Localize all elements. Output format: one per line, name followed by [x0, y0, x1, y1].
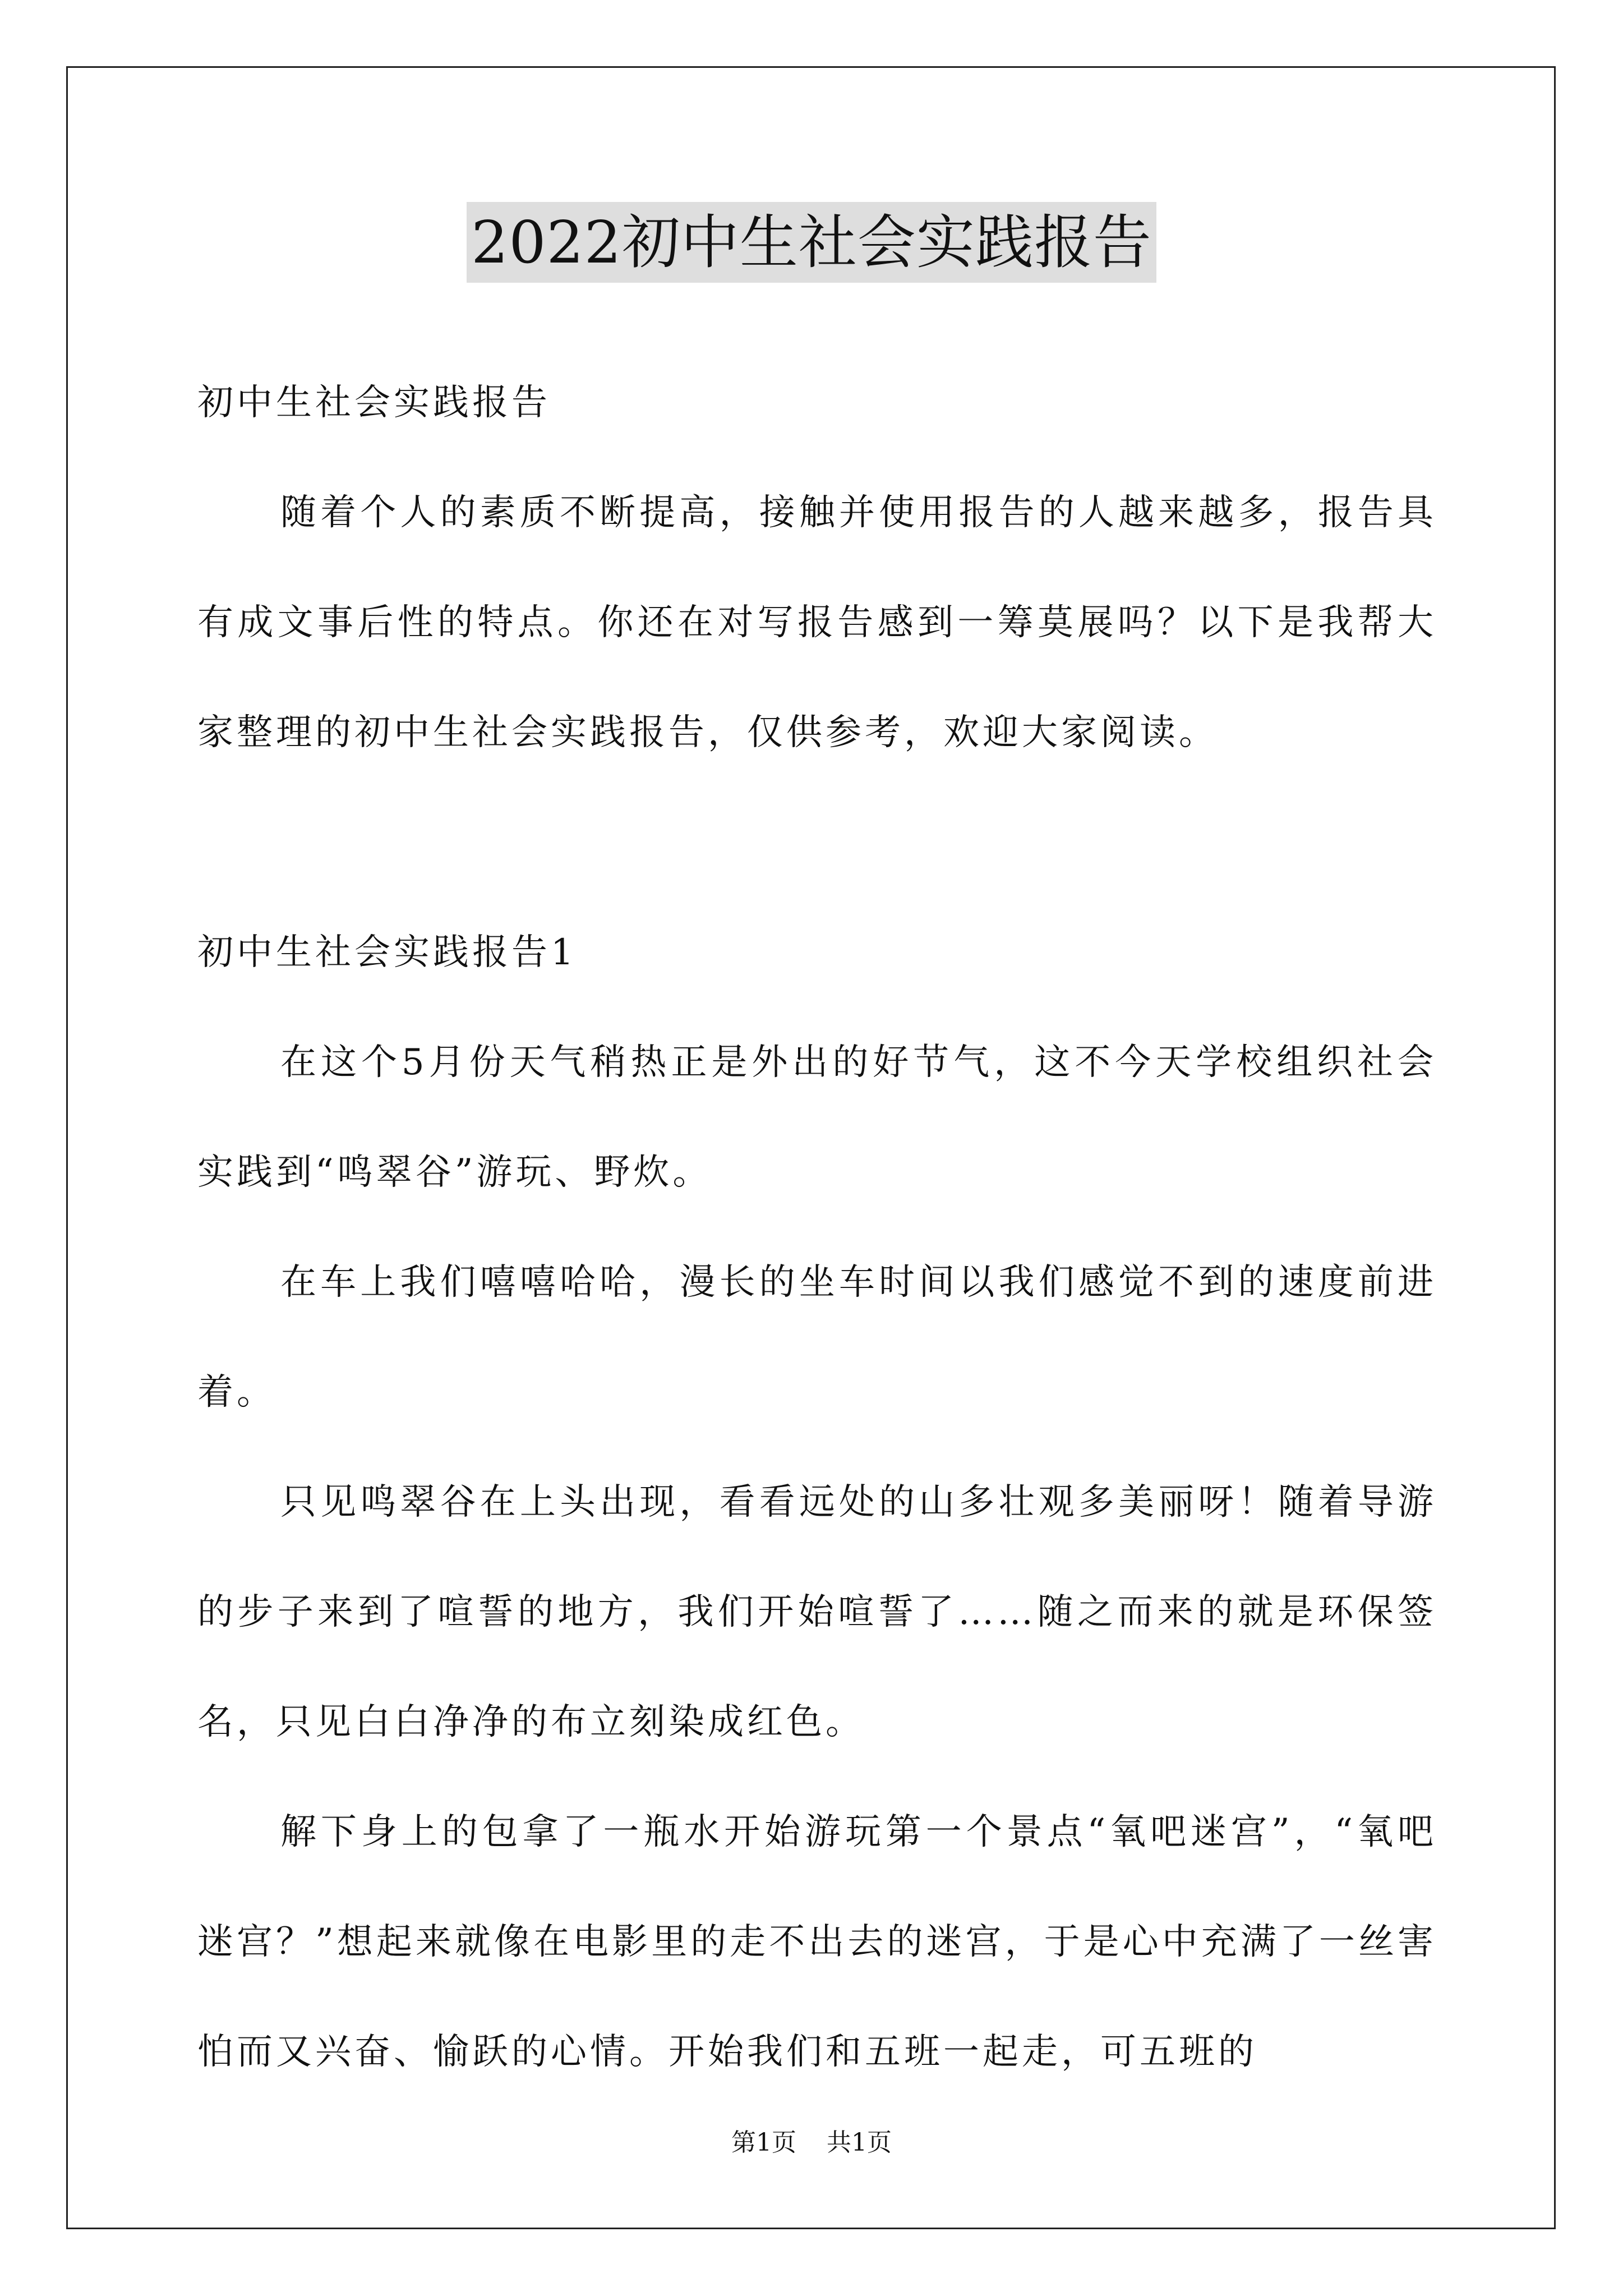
- body-paragraph: 只见鸣翠谷在上头出现，看看远处的山多壮观多美丽呀！随着导游的步子来到了喧誓的地方，我们开始喧誓了……随之而来的就是环保签名，只见白白净净的布立刻染成红色。: [197, 1481, 1437, 1743]
- intro-paragraph: 随着个人的素质不断提高，接触并使用报告的人越来越多，报告具有成文事后性的特点。你还在对写报告感到一筹莫展吗？以下是我帮大家整理的初中生社会实践报告，仅供参考，欢迎大家阅读。: [197, 492, 1437, 753]
- page-total: 共1页: [827, 2128, 892, 2157]
- subtitle: 初中生社会实践报告: [197, 382, 551, 424]
- title-container: [0, 202, 1623, 283]
- page-number: 第1页: [731, 2128, 796, 2157]
- page-footer: [0, 2126, 1623, 2160]
- document-body: [197, 348, 1437, 2107]
- body-paragraph: 在车上我们嘻嘻哈哈，漫长的坐车时间以我们感觉不到的速度前进着。: [197, 1262, 1437, 1413]
- body-paragraph: 在这个5月份天气稍热正是外出的好节气，这不今天学校组织社会实践到“鸣翠谷”游玩、野炊。: [197, 1042, 1437, 1193]
- document-title: 2022初中生社会实践报告: [467, 202, 1156, 283]
- spacer: [197, 788, 1437, 898]
- body-paragraph: 解下身上的包拿了一瓶水开始游玩第一个景点“氧吧迷宫”，“氧吧迷宫？”想起来就像在电影里的走不出去的迷宫，于是心中充满了一丝害怕而又兴奋、愉跃的心情。开始我们和五班一起走，可五班的: [197, 1811, 1437, 2073]
- section-heading: 初中生社会实践报告1: [197, 932, 577, 973]
